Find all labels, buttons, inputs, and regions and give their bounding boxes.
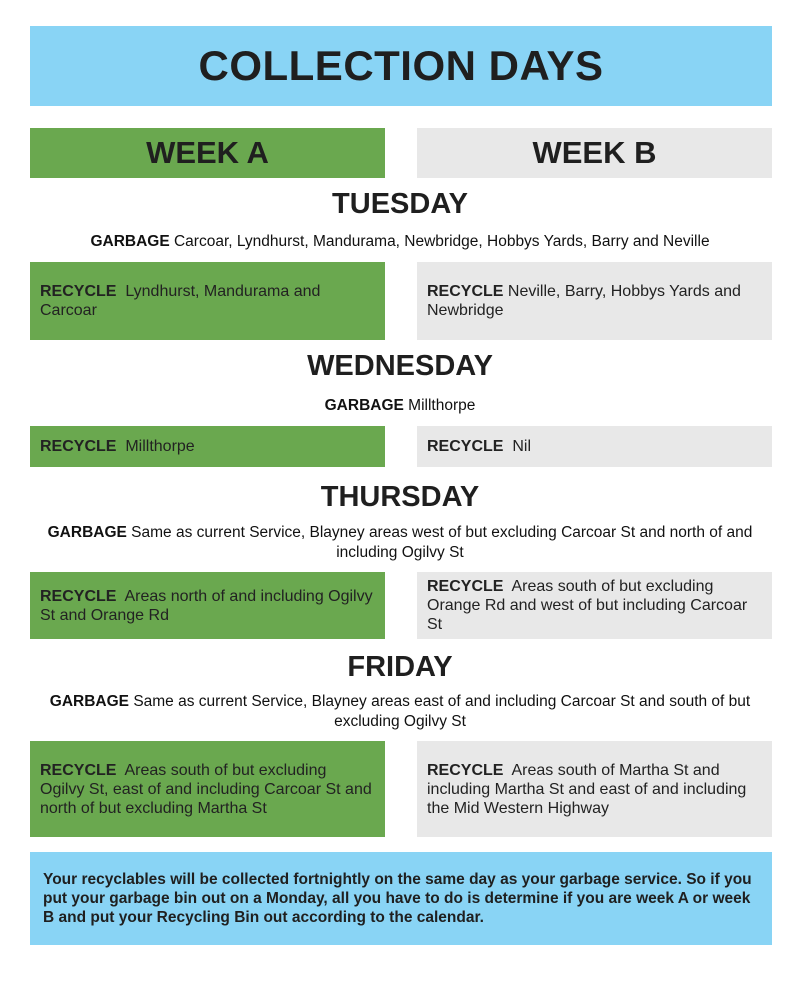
garbage-line-friday xyxy=(40,692,760,732)
garbage-label: GARBAGE xyxy=(324,397,404,414)
garbage-line-thursday xyxy=(40,523,760,563)
day-heading-tuesday: TUESDAY xyxy=(332,188,468,220)
footer-note-box xyxy=(30,852,772,945)
recycle-areas: Areas south of but excluding Orange Rd and west of but including Carcoar St xyxy=(427,578,748,633)
recycle-label: RECYCLE xyxy=(40,587,117,605)
recycle-box-week-b-thursday xyxy=(417,572,772,639)
garbage-areas: Carcoar, Lyndhurst, Mandurama, Newbridge, Hobbys Yards, Barry and Neville xyxy=(173,233,710,250)
recycle-label: RECYCLE xyxy=(40,283,117,300)
garbage-areas: Same as current Service, Blayney areas west of but excluding Carcoar St and north of and including Ogilvy St xyxy=(131,524,753,561)
recycle-areas: Nil xyxy=(512,438,532,455)
recycle-box-week-b-wednesday xyxy=(417,426,772,467)
footer-note: Your recyclables will be collected fortnightly on the same day as your garbage service. So if you put your garbage bin out on a Monday, all you have to do is determine if you are week A or week B and put your Recycling Bin out according to the calendar. xyxy=(43,871,752,926)
garbage-line-tuesday xyxy=(40,232,760,252)
garbage-areas: Same as current Service, Blayney areas east of and including Carcoar St and south of but excluding Ogilvy St xyxy=(133,693,751,730)
week-b-header: WEEK B xyxy=(417,128,772,178)
title-banner xyxy=(30,26,772,106)
recycle-box-week-b-friday xyxy=(417,741,772,837)
recycle-box-week-b-tuesday xyxy=(417,262,772,340)
page-title: COLLECTION DAYS xyxy=(198,42,604,89)
recycle-areas: Neville, Barry, Hobbys Yards and Newbridge xyxy=(427,283,741,319)
day-heading-thursday: THURSDAY xyxy=(320,481,480,513)
recycle-areas: Areas south of Martha St and including Martha St and east of and including the Mid Western Highway xyxy=(427,761,747,817)
recycle-label: RECYCLE xyxy=(427,438,504,455)
day-heading-wednesday: WEDNESDAY xyxy=(307,350,493,382)
week-a-header: WEEK A xyxy=(30,128,385,178)
recycle-box-week-a-thursday xyxy=(30,572,385,639)
garbage-label: GARBAGE xyxy=(90,233,170,250)
recycle-areas: Areas south of but excluding Ogilvy St, east of and including Carcoar St and north of but excluding Martha St xyxy=(40,761,372,817)
recycle-areas: Areas north of and including Ogilvy St and Orange Rd xyxy=(40,587,373,624)
recycle-box-week-a-friday xyxy=(30,741,385,837)
garbage-line-wednesday xyxy=(40,396,760,416)
garbage-label: GARBAGE xyxy=(49,693,129,710)
day-heading-friday: FRIDAY xyxy=(347,651,453,683)
recycle-areas: Millthorpe xyxy=(125,438,195,455)
recycle-label: RECYCLE xyxy=(40,761,117,779)
recycle-label: RECYCLE xyxy=(40,438,117,455)
recycle-label: RECYCLE xyxy=(427,283,504,300)
recycle-box-week-a-tuesday xyxy=(30,262,385,340)
recycle-label: RECYCLE xyxy=(427,761,504,779)
recycle-box-week-a-wednesday xyxy=(30,426,385,467)
garbage-label: GARBAGE xyxy=(47,524,127,541)
garbage-areas: Millthorpe xyxy=(408,397,476,414)
recycle-areas: Lyndhurst, Mandurama and Carcoar xyxy=(40,283,321,319)
recycle-label: RECYCLE xyxy=(427,578,504,595)
